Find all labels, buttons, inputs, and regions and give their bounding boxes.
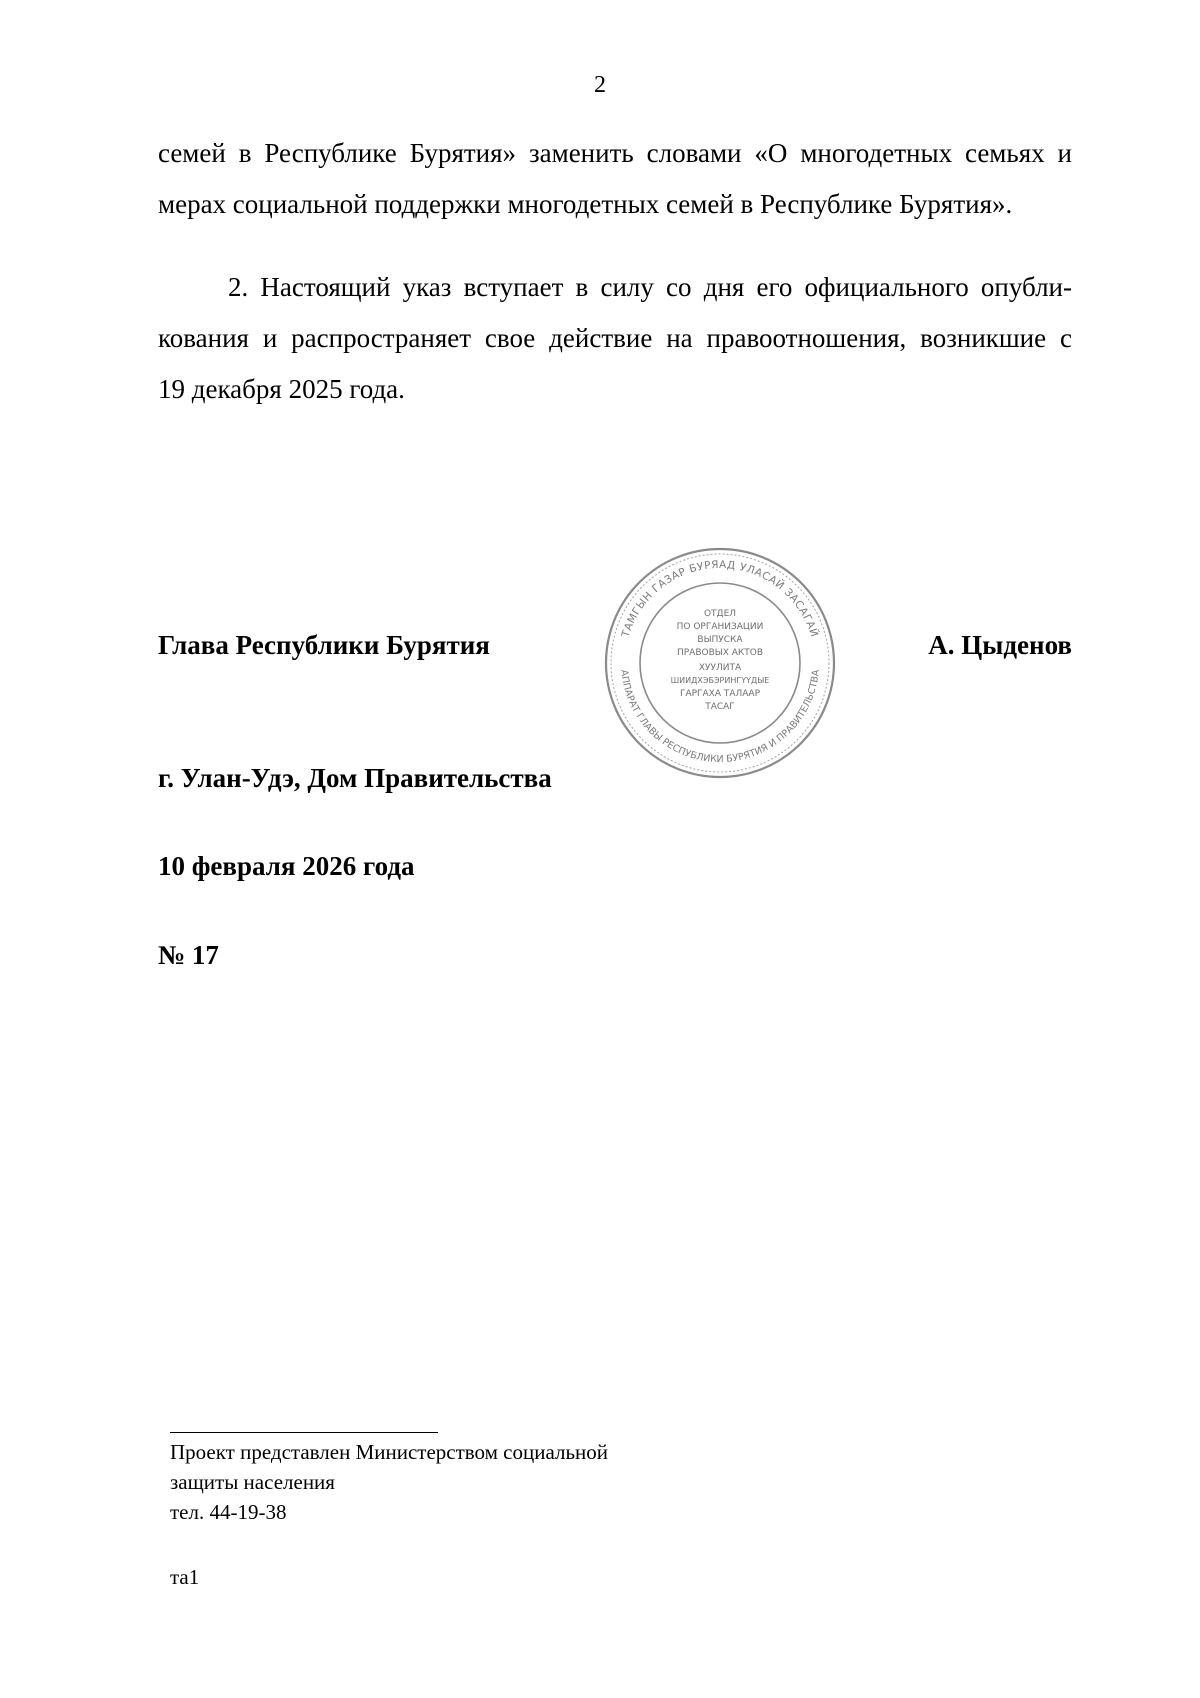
paragraph-1-line-2: мерах социальной поддержки многодетных семей в Республике Бурятия». xyxy=(158,189,1013,219)
stamp-center-line: ХУУЛИТА xyxy=(698,663,742,673)
signatory-title: Глава Республики Бурятия xyxy=(158,630,490,660)
signatory-name: А. Цыденов xyxy=(928,630,1072,660)
page-number: 2 xyxy=(594,72,606,98)
paragraph-2-line-3: 19 декабря 2025 года. xyxy=(158,374,405,404)
stamp-center-line: ГАРГАХА ТАЛААР xyxy=(679,689,761,699)
paragraph-2 xyxy=(158,262,1072,415)
stamp-center-line: ВЫПУСКА xyxy=(697,635,743,645)
stamp-outer-text-top: ТАМГЫН ГАЗАР БУРЯАД УЛАСАЙ ЗАСАГАЙ xyxy=(619,558,821,639)
paragraph-2-line-1: 2. Настоящий указ вступает в силу со дня его официального опубли- xyxy=(228,272,1072,302)
signing-place: г. Улан-Удэ, Дом Правительства xyxy=(158,763,552,793)
footnote xyxy=(170,1437,608,1527)
stamp-center-line: ШИИДХЭБЭРИНГҮҮДЫЕ xyxy=(670,676,770,685)
stamp-center-line: ПРАВОВЫХ АКТОВ xyxy=(676,648,764,658)
document-code: та1 xyxy=(170,1565,200,1589)
stamp-center-line: ТАСАГ xyxy=(705,702,735,712)
signing-date: 10 февраля 2026 года xyxy=(158,851,415,881)
stamp-outer-text-bottom: АППАРАТ ГЛАВЫ РЕСПУБЛИКИ БУРЯТИЯ И ПРАВИТЕЛЬСТВА xyxy=(618,669,822,766)
footnote-divider xyxy=(170,1432,438,1433)
document-number: № 17 xyxy=(158,940,219,970)
footnote-line-1: Проект представлен Министерством социальной xyxy=(170,1440,609,1464)
footnote-line-2: защиты населения xyxy=(170,1470,335,1494)
paragraph-1 xyxy=(158,128,1072,230)
paragraph-1-line-1: семей в Республике Бурятия» заменить словами «О многодетных семьях и xyxy=(158,138,1072,168)
official-stamp xyxy=(603,546,837,780)
stamp-center-line: ПО ОРГАНИЗАЦИИ xyxy=(676,622,764,632)
footnote-phone: тел. 44-19-38 xyxy=(170,1500,287,1524)
stamp-center-line: ОТДЕЛ xyxy=(703,609,737,619)
paragraph-2-line-2: кования и распространяет свое действие на правоотношения, возникшие с xyxy=(158,323,1072,353)
